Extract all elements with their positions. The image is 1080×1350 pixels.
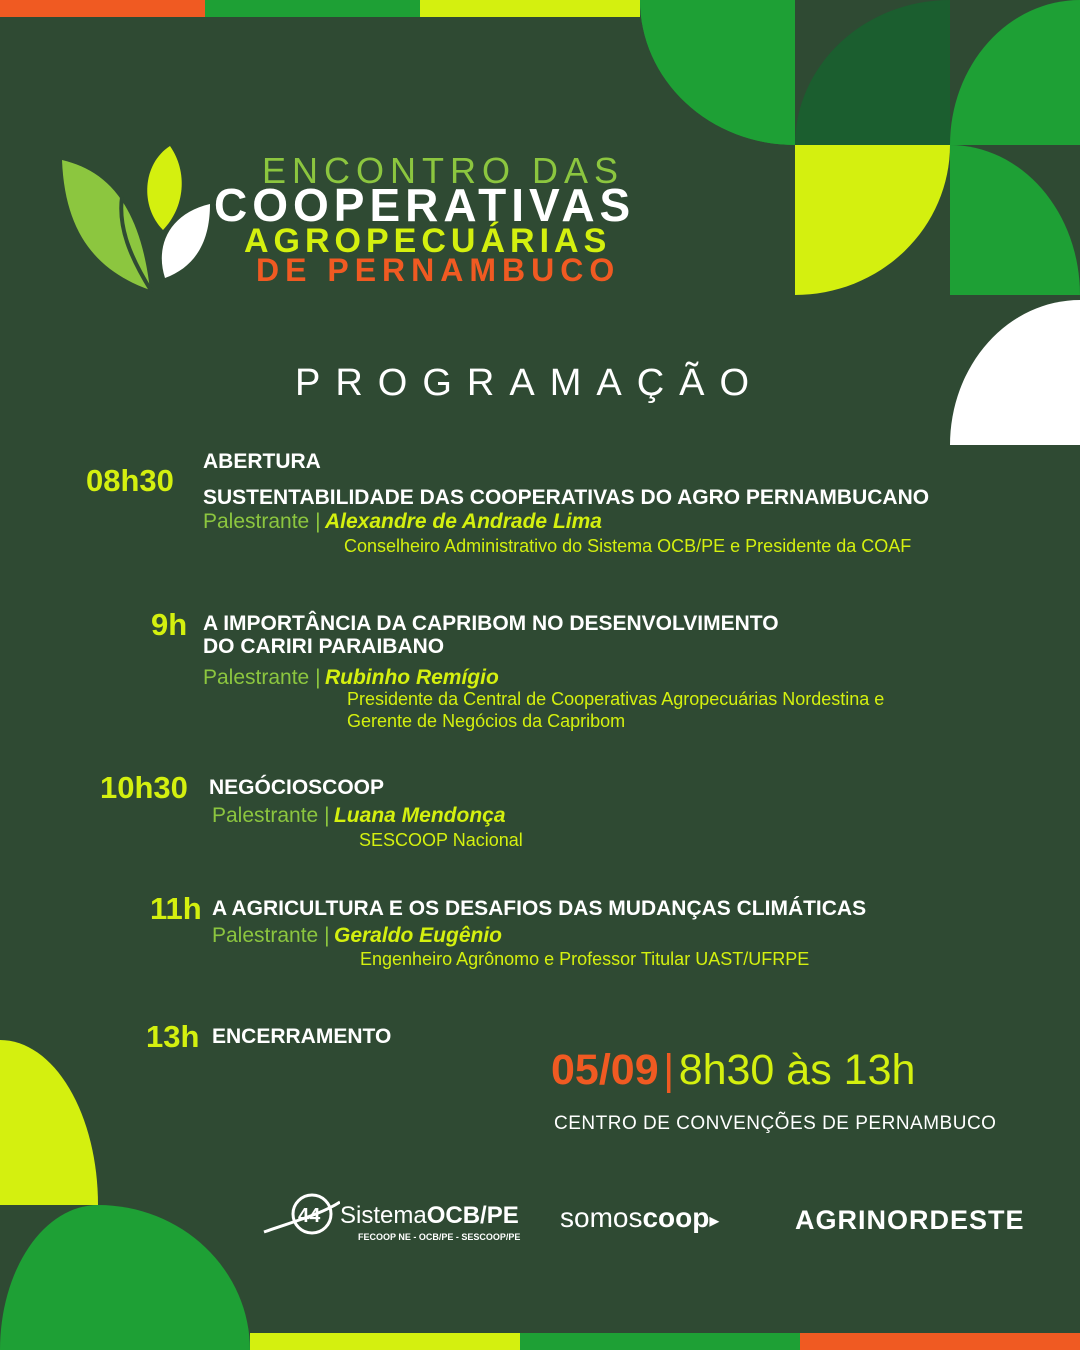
schedule-time: 10h30 bbox=[100, 770, 188, 805]
bottom-bar-lime bbox=[250, 1333, 520, 1350]
event-hours: 8h30 às 13h bbox=[678, 1046, 916, 1094]
schedule-topic: A AGRICULTURA E OS DESAFIOS DAS MUDANÇAS CLIMÁTICAS bbox=[212, 897, 867, 920]
schedule-topic-continued: DO CARIRI PARAIBANO bbox=[203, 635, 445, 658]
schedule-topic: A IMPORTÂNCIA DA CAPRIBOM NO DESENVOLVIMENTO bbox=[203, 612, 779, 635]
somoscoop-logo bbox=[560, 1202, 719, 1234]
speaker-role: Conselheiro Administrativo do Sistema OCB/PE e Presidente da COAF bbox=[344, 536, 912, 556]
schedule-topic: NEGÓCIOSCOOP bbox=[209, 776, 385, 799]
ocb-name bbox=[340, 1202, 519, 1230]
ocb-subtitle: FECOOP NE - OCB/PE - SESCOOP/PE bbox=[358, 1232, 521, 1242]
agrinordeste-logo: AGRINORDESTE bbox=[795, 1205, 1025, 1235]
schedule-opening: ABERTURA bbox=[203, 450, 321, 473]
ocb-name-bold: OCB/PE bbox=[426, 1202, 519, 1229]
speaker-line bbox=[203, 666, 499, 690]
speaker-name: Luana Mendonça bbox=[333, 804, 506, 827]
event-venue: CENTRO DE CONVENÇÕES DE PERNAMBUCO bbox=[554, 1113, 997, 1134]
bottom-bar-orange bbox=[800, 1333, 1080, 1350]
section-title: PROGRAMAÇÃO bbox=[295, 362, 765, 404]
event-title-line4: DE PERNAMBUCO bbox=[256, 252, 621, 288]
bottom-bar-green bbox=[520, 1333, 800, 1350]
date-separator: | bbox=[663, 1046, 675, 1094]
event-date: 05/09 bbox=[551, 1046, 659, 1094]
ocb-globe-icon bbox=[262, 1192, 340, 1242]
speaker-line bbox=[212, 804, 506, 828]
speaker-label: Palestrante | bbox=[212, 924, 330, 947]
event-title-line1: ENCONTRO DAS bbox=[262, 150, 625, 191]
coop-arrow-icon: ▸ bbox=[709, 1210, 720, 1232]
schedule-topic: ENCERRAMENTO bbox=[212, 1025, 392, 1048]
schedule-time: 08h30 bbox=[86, 463, 174, 498]
speaker-label: Palestrante | bbox=[203, 510, 321, 533]
top-bar-orange bbox=[0, 0, 205, 17]
sistema-ocb-logo bbox=[262, 1192, 527, 1247]
speaker-name: Rubinho Remígio bbox=[324, 666, 499, 689]
event-title-line2: COOPERATIVAS bbox=[214, 179, 636, 231]
schedule-time: 13h bbox=[146, 1019, 200, 1054]
schedule-time: 9h bbox=[151, 607, 188, 642]
speaker-name: Geraldo Eugênio bbox=[333, 924, 503, 947]
top-bar-green bbox=[205, 0, 420, 17]
speaker-name: Alexandre de Andrade Lima bbox=[324, 510, 602, 533]
top-bar-lime bbox=[420, 0, 640, 17]
schedule-time: 11h bbox=[150, 891, 202, 926]
speaker-role-continued: Gerente de Negócios da Capribom bbox=[347, 711, 626, 731]
event-title-line3: AGROPECUÁRIAS bbox=[244, 222, 612, 260]
speaker-role: Engenheiro Agrônomo e Professor Titular UAST/UFRPE bbox=[360, 949, 810, 969]
speaker-line bbox=[212, 924, 502, 948]
leaves-icon bbox=[60, 142, 210, 292]
speaker-label: Palestrante | bbox=[212, 804, 330, 827]
coop-text: coop bbox=[642, 1202, 710, 1233]
speaker-label: Palestrante | bbox=[203, 666, 321, 689]
speaker-role: SESCOOP Nacional bbox=[359, 830, 523, 850]
speaker-line bbox=[203, 510, 602, 534]
speaker-role: Presidente da Central de Cooperativas Agropecuárias Nordestina e bbox=[347, 689, 885, 709]
ocb-name-light: Sistema bbox=[340, 1202, 427, 1229]
event-date-line bbox=[551, 1046, 915, 1095]
somos-text: somos bbox=[560, 1202, 643, 1233]
svg-text:44: 44 bbox=[298, 1205, 321, 1227]
bottom-left-geometric-pattern bbox=[0, 1040, 250, 1350]
schedule-topic: SUSTENTABILIDADE DAS COOPERATIVAS DO AGRO PERNAMBUCANO bbox=[203, 486, 930, 509]
